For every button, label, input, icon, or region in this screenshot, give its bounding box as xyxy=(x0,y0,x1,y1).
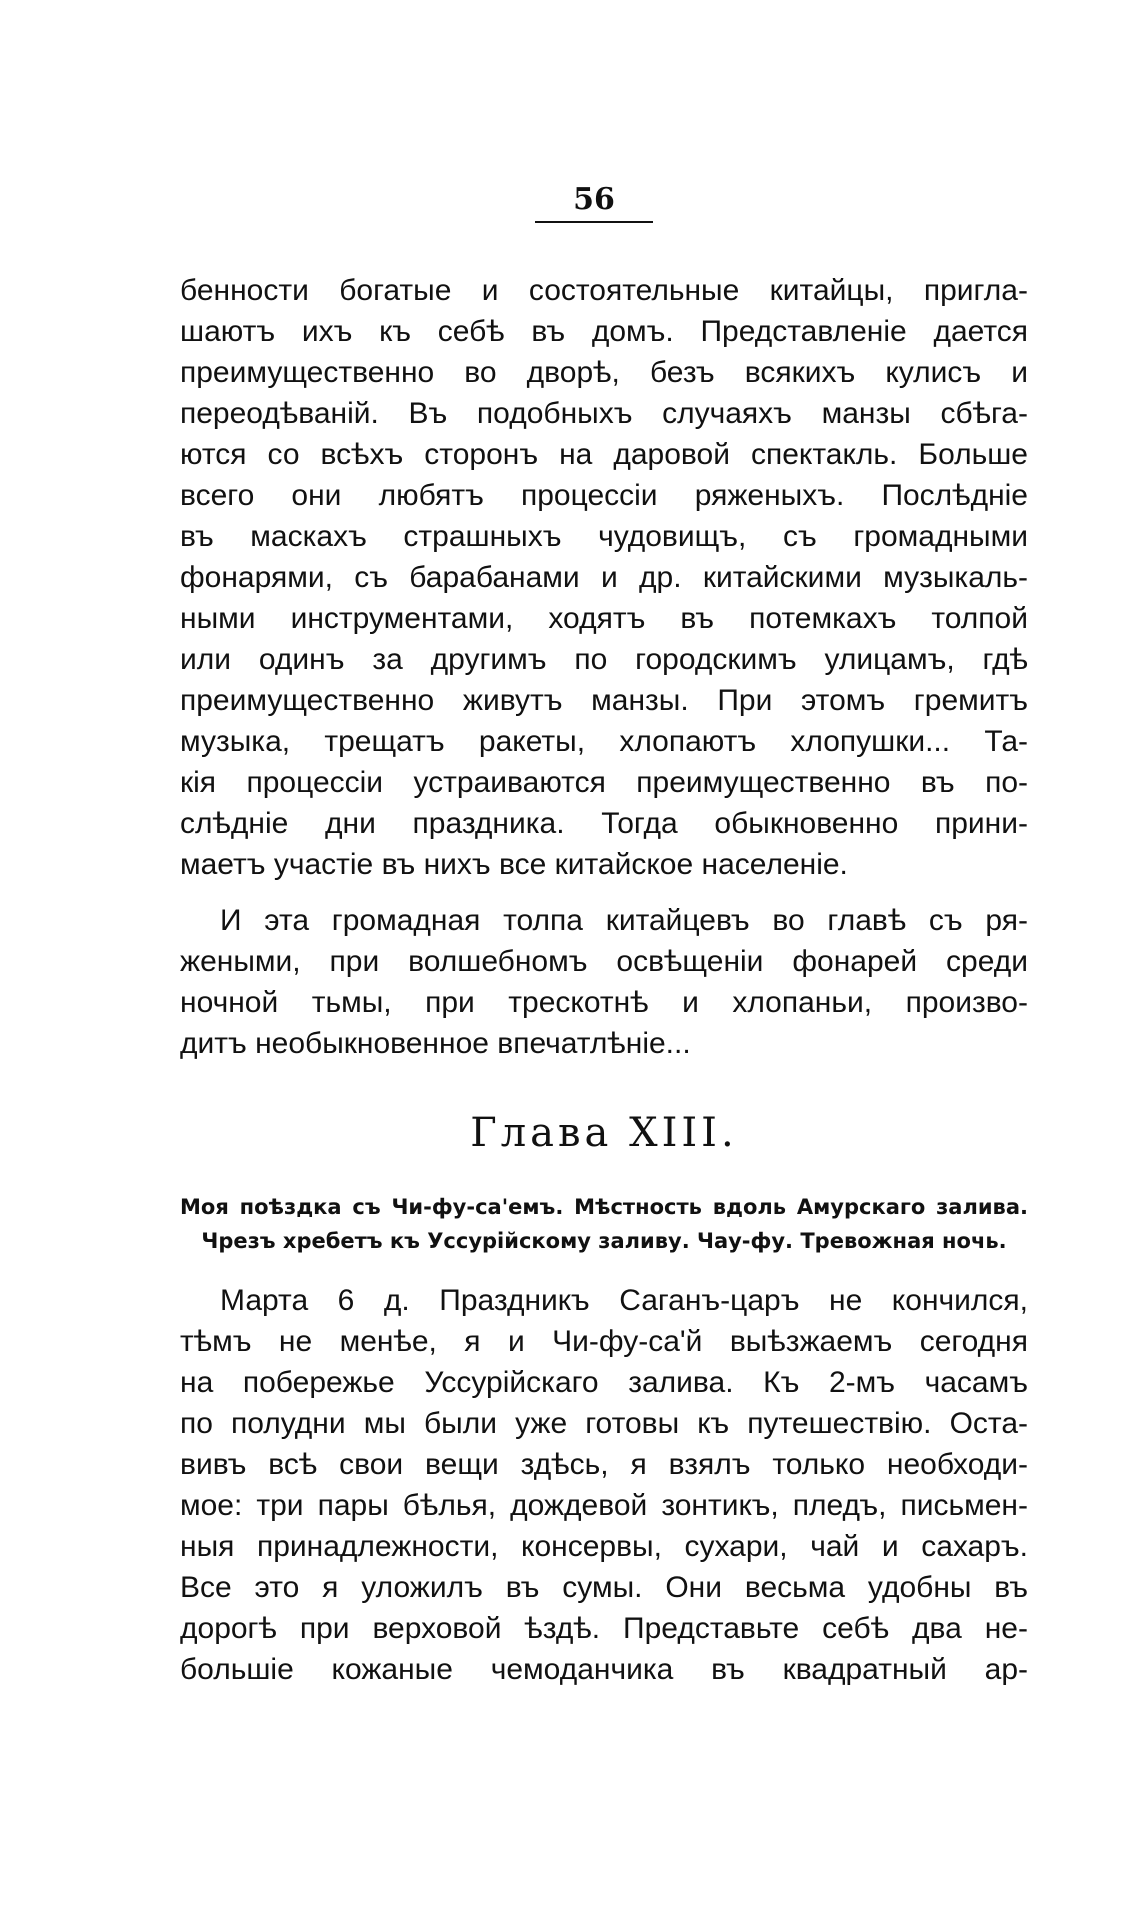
page-number: 56 xyxy=(535,182,653,223)
text-line: или одинъ за другимъ по городскимъ улицамъ, гдѣ xyxy=(180,643,1028,676)
text-line: Все это я уложилъ въ сумы. Они весьма удобны въ xyxy=(180,1571,1028,1604)
text-line: бенности богатые и состоятельные китайцы, пригла- xyxy=(180,274,1028,307)
summary-line: Чрезъ хребетъ къ Уссурійскому заливу. Чау-фу. Тревожная ночь. xyxy=(201,1229,1007,1253)
text-line: на побережье Уссурійскаго залива. Къ 2-мъ часамъ xyxy=(180,1366,1028,1399)
text-line: мое: три пары бѣлья, дождевой зонтикъ, пледъ, письмен- xyxy=(180,1489,1028,1522)
text-line: шаютъ ихъ къ себѣ въ домъ. Представленіе дается xyxy=(180,315,1028,348)
text-line: по полудни мы были уже готовы къ путешествію. Оста- xyxy=(180,1407,1028,1440)
text-line: кія процессіи устраиваются преимущественно въ по- xyxy=(180,766,1028,799)
text-line: дитъ необыкновенное впечатлѣніе... xyxy=(180,1027,691,1060)
paragraph xyxy=(180,1280,1028,1690)
text-line: преимущественно во дворѣ, безъ всякихъ кулисъ и xyxy=(180,356,1028,389)
text-line: ными инструментами, ходятъ въ потемкахъ толпой xyxy=(180,602,1028,635)
text-line: фонарями, съ барабанами и др. китайскими музыкаль- xyxy=(180,561,1028,594)
text-line: Марта 6 д. Праздникъ Саганъ-царъ не кончился, xyxy=(220,1284,1028,1317)
paragraph xyxy=(180,900,1028,1064)
text-line: слѣдніе дни праздника. Тогда обыкновенно прини- xyxy=(180,807,1028,840)
paragraph-continuation xyxy=(180,270,1028,885)
text-line: дорогѣ при верховой ѣздѣ. Представьте себѣ два не- xyxy=(180,1612,1028,1645)
chapter-title: Глава XIII. xyxy=(470,1110,738,1156)
summary-line: Моя поѣздка съ Чи-фу-са'емъ. Мѣстность вдоль Амурскаго залива. xyxy=(180,1195,1028,1219)
text-line: всего они любятъ процессіи ряженыхъ. Послѣдніе xyxy=(180,479,1028,512)
text-line: маетъ участіе въ нихъ все китайское населеніе. xyxy=(180,848,848,881)
chapter-summary xyxy=(180,1190,1028,1258)
text-line: переодѣваній. Въ подобныхъ случаяхъ манзы сбѣга- xyxy=(180,397,1028,430)
text-line: большіе кожаные чемоданчика въ квадратный ар- xyxy=(180,1653,1028,1686)
text-line: ются со всѣхъ сторонъ на даровой спектакль. Больше xyxy=(180,438,1028,471)
text-line: музыка, трещатъ ракеты, хлопаютъ хлопушки... Та- xyxy=(180,725,1028,758)
text-line: преимущественно живутъ манзы. При этомъ гремитъ xyxy=(180,684,1028,717)
text-line: тѣмъ не менѣе, я и Чи-фу-са'й выѣзжаемъ сегодня xyxy=(180,1325,1028,1358)
text-line: жеными, при волшебномъ освѣщеніи фонарей среди xyxy=(180,945,1028,978)
text-line: въ маскахъ страшныхъ чудовищъ, съ громадными xyxy=(180,520,1028,553)
text-line: ночной тьмы, при трескотнѣ и хлопаньи, произво- xyxy=(180,986,1028,1019)
text-line: И эта громадная толпа китайцевъ во главѣ съ ря- xyxy=(220,904,1028,937)
text-line: вивъ всѣ свои вещи здѣсь, я взялъ только необходи- xyxy=(180,1448,1028,1481)
text-line: ныя принадлежности, консервы, сухари, чай и сахаръ. xyxy=(180,1530,1028,1563)
